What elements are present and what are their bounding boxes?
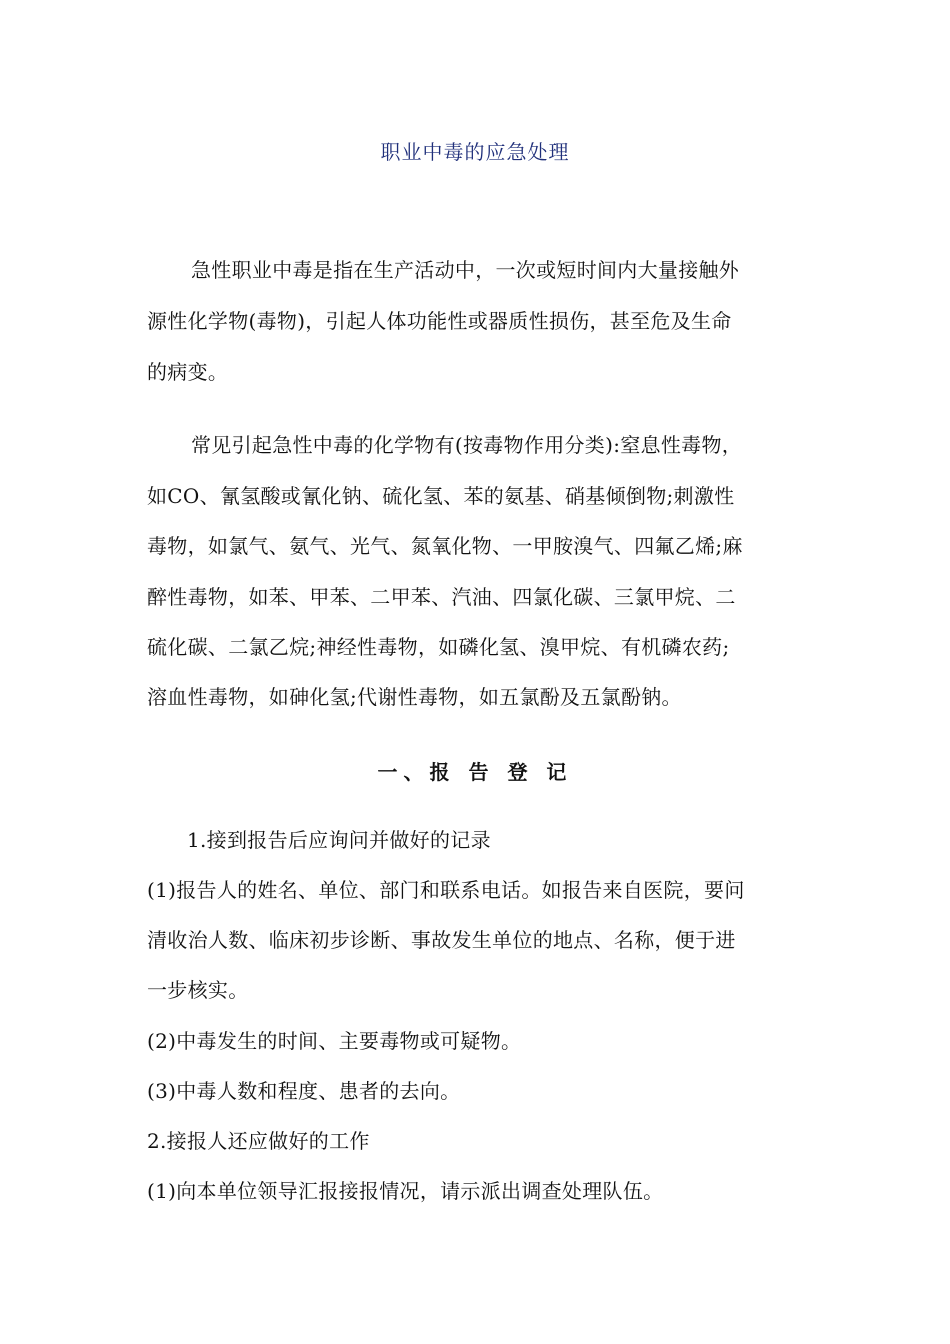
section-heading-report: 一、报 告 登 记 [377,760,573,784]
chemicals-line-4: 醉性毒物，如苯、甲苯、二甲苯、汽油、四氯化碳、三氯甲烷、二 [147,585,736,609]
chemicals-line-1: 常见引起急性中毒的化学物有(按毒物作用分类):窒息性毒物， [191,433,743,457]
intro-line-1: 急性职业中毒是指在生产活动中，一次或短时间内大量接触外 [191,258,740,282]
intro-line-3: 的病变。 [147,360,229,384]
item-1-1-line-1: (1)报告人的姓名、单位、部门和联系电话。如报告来自医院，要问 [147,878,745,902]
chemicals-line-6: 溶血性毒物，如砷化氢;代谢性毒物，如五氯酚及五氯酚钠。 [147,685,682,709]
chemicals-line-2: 如CO、氰氢酸或氰化钠、硫化氢、苯的氨基、硝基倾倒物;刺激性 [147,484,735,508]
chemicals-line-3: 毒物，如氯气、氨气、光气、氮氧化物、一甲胺溴气、四氟乙烯;麻 [147,534,743,558]
item-2: 2.接报人还应做好的工作 [147,1129,370,1153]
chemicals-line-5: 硫化碳、二氯乙烷;神经性毒物，如磷化氢、溴甲烷、有机磷农药; [147,635,730,659]
item-1-1-line-2: 清收治人数、临床初步诊断、事故发生单位的地点、名称，便于进 [147,928,736,952]
item-1-1-line-3: 一步核实。 [147,978,249,1002]
item-1-2: (2)中毒发生的时间、主要毒物或可疑物。 [147,1029,522,1053]
intro-line-2: 源性化学物(毒物)，引起人体功能性或器质性损伤，甚至危及生命 [147,309,732,333]
item-1-3: (3)中毒人数和程度、患者的去向。 [147,1079,461,1103]
item-2-1: (1)向本单位领导汇报接报情况，请示派出调查处理队伍。 [147,1179,664,1203]
document-title: 职业中毒的应急处理 [380,140,570,164]
item-1: 1.接到报告后应询问并做好的记录 [187,828,491,852]
